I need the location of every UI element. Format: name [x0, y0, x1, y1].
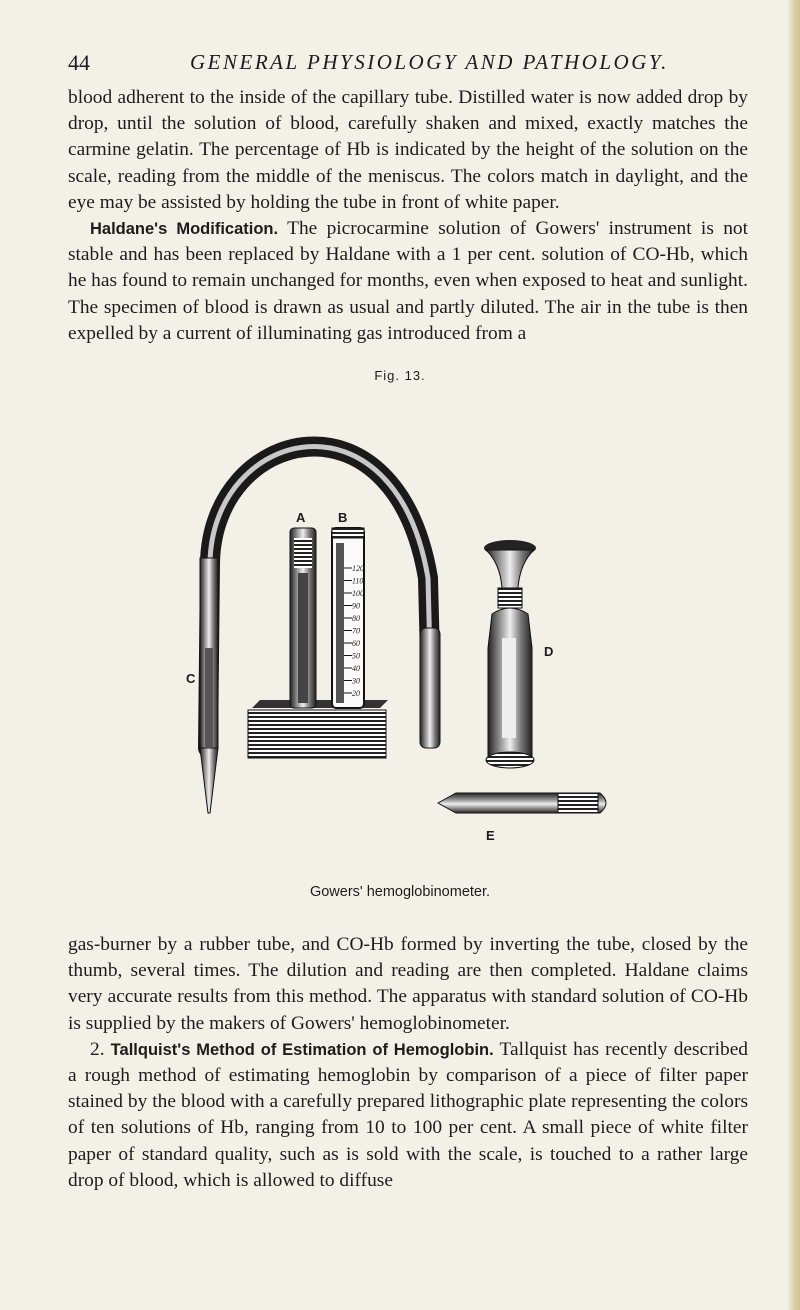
paragraph-capillary: blood adherent to the inside of the capillary tube. Distilled water is now added drop by drop, until the solution of blood, carefully shaken and mixed, exactly matches the carmine gelatin. The percentage of Hb is indicated by the height of the solution on the scale, reading from the middle of the meniscus. The colors match in daylight, and the eye may be assisted by holding the tube in front of white paper. [68, 87, 748, 213]
paragraph-tallquist [68, 1037, 748, 1194]
label-b: B [338, 510, 348, 525]
page-edge [788, 0, 800, 1310]
label-d: D [544, 644, 554, 659]
tube-a [290, 528, 316, 708]
scale-mark-label: 120 [352, 564, 364, 573]
scale-mark-label: 60 [352, 639, 360, 648]
tube-b [332, 528, 364, 708]
page-number: 44 [68, 50, 90, 75]
scale-mark-label: 30 [352, 676, 360, 686]
body-text-bottom [68, 932, 748, 1194]
scale-mark-label: 70 [352, 626, 360, 636]
scale-mark-label: 80 [352, 614, 360, 623]
label-e: E [486, 828, 495, 843]
capillary-pipette-e [438, 793, 606, 813]
scale-mark-label: 50 [352, 651, 360, 661]
body-text-top [68, 85, 748, 347]
gowers-hemoglobinometer-figure [180, 388, 640, 868]
tallquist-heading: Tallquist's Method of Estimation of Hemoglobin. [110, 1040, 494, 1059]
label-c: C [186, 671, 196, 686]
scale-mark-label: 40 [352, 664, 360, 673]
figure-caption: Gowers' hemoglobinometer. [309, 884, 491, 900]
pipette-c [200, 558, 218, 813]
haldane-heading: Haldane's Modification. [90, 220, 279, 239]
stand-base [248, 700, 388, 758]
scale-mark-label: 20 [352, 689, 360, 698]
running-head: GENERAL PHYSIOLOGY AND PATHOLOGY. [190, 50, 669, 74]
tallquist-text: Tallquist has recently described a rough method of estimating hemoglobin by comparison of a piece of filter paper stained by the blood with a carefully prepared lithographic plate representing the colors of ten solutions of Hb, ranging from 10 to 100 per cent. A small piece of white filter paper of standard quality, such as is sold with the scale, is touched to a rather large drop of blood, which is allowed to diffuse [68, 1038, 749, 1191]
dropping-bottle-d [484, 540, 536, 768]
paragraph-gas-burner: gas-burner by a rubber tube, and CO-Hb formed by inverting the tube, closed by the thumb, several times. The dilution and reading are then completed. Haldane claims very accurate results from this method. The apparatus with standard solution of CO-Hb is supplied by the makers of Gowers' hemoglobinometer. [68, 934, 748, 1034]
label-a: A [296, 510, 306, 525]
scale-mark-label: 100 [352, 589, 364, 598]
figure-label: Fig. 13. [374, 368, 426, 383]
scale-mark-label: 110 [352, 576, 364, 586]
tallquist-number: 2. [90, 1038, 111, 1060]
paragraph-haldane [68, 216, 748, 347]
tube-end-glass [420, 628, 440, 748]
scale-mark-label: 90 [352, 601, 360, 611]
figure-drawing [180, 388, 640, 868]
page-header [60, 48, 750, 78]
haldane-text: The picrocarmine solution of Gowers' instrument is not stable and has been replaced by Haldane with a 1 per cent. solution of CO-Hb, which he has found to remain unchanged for months, even when exposed to heat and sunlight. The specimen of blood is drawn as usual and partly diluted. The air in the tube is then expelled by a current of illuminating gas introduced from a [68, 218, 748, 344]
